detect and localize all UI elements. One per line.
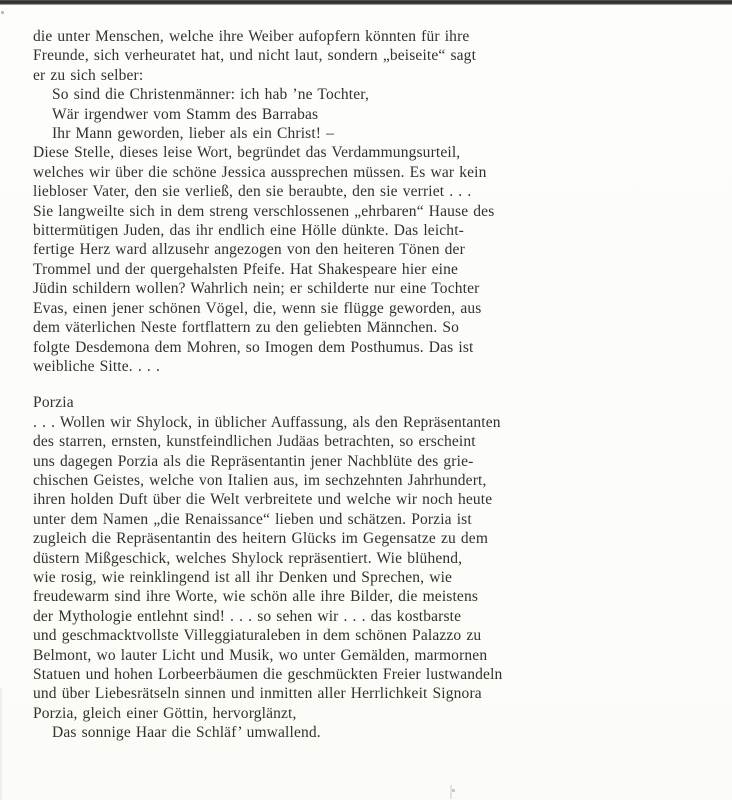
body-text-line: Belmont, wo lauter Licht und Musik, wo unter Gemälden, marmornen: [33, 646, 488, 664]
body-text-line: fertige Herz ward allzusehr angezogen von den heiteren Tönen der: [33, 241, 465, 259]
porzia-heading: Porzia: [33, 394, 74, 412]
body-text-line: er zu sich selber:: [33, 66, 144, 84]
section-gap: [33, 376, 553, 393]
body-text-line: Statuen und hohen Lorbeerbäumen die geschmückten Freier lustwandeln: [33, 666, 503, 683]
body-text-line: und geschmacktvollste Villeggiaturaleben in dem schönen Palazzo zu: [33, 627, 482, 645]
body-text-line: Freunde, sich verheuratet hat, und nicht laut, sondern „beiseite“ sagt: [33, 47, 477, 65]
body-text-line: chischen Geistes, welche von Italien aus, im sechzehnten Jahrhundert,: [33, 471, 487, 489]
verse-line: Wär irgendwer vom Stamm des Barrabas: [52, 105, 319, 123]
body-text-line: uns dagegen Porzia als die Repräsentantin jener Nachblüte des grie-: [33, 452, 474, 470]
scan-speck-artifact-bottom: [452, 789, 455, 792]
body-text-line: welches wir über die schöne Jessica aussprechen müssen. Es war kein: [33, 163, 487, 181]
body-text-line: wie rosig, wie reinklingend ist all ihr Denken und Sprechen, wie: [33, 568, 453, 586]
body-text-line: bittermütigen Juden, das ihr endlich eine Hölle dünkte. Das leicht-: [33, 222, 464, 240]
body-text-line: Diese Stelle, dieses leise Wort, begründet das Verdammungsurteil,: [33, 144, 461, 162]
body-text-line: des starren, ernsten, kunstfeindlichen Judäas betrachten, so erscheint: [33, 433, 476, 451]
body-text-line: freudewarm sind ihre Worte, wie schön alle ihre Bilder, die meistens: [33, 588, 479, 606]
body-text-line: dem väterlichen Neste fortflattern zu den geliebten Männchen. So: [33, 319, 460, 337]
body-text-line: düstern Mißgeschick, welches Shylock repräsentiert. Wie blühend,: [33, 549, 463, 567]
body-text-line: Trommel und der quergehalsten Pfeife. Hat Shakespeare hier eine: [33, 260, 459, 278]
body-text-line: ihren holden Duft über die Welt verbreitete und welche wir noch heute: [33, 491, 493, 509]
body-text-line: Jüdin schildern wollen? Wahrlich nein; er schilderte nur eine Tochter: [33, 280, 480, 298]
page-text: [33, 27, 553, 743]
body-text-line: der Mythologie entlehnt sind! . . . so sehen wir . . . das kostbarste: [33, 607, 462, 625]
body-text-line: folgte Desdemona dem Mohren, so Imogen dem Posthumus. Das ist: [33, 338, 474, 356]
verse-line: Ihr Mann geworden, lieber als ein Christ! –: [52, 125, 335, 143]
body-text-line: unter dem Namen „die Renaissance“ lieben und schätzen. Porzia ist: [33, 510, 472, 528]
body-text-line: zugleich die Repräsentantin des heitern Glücks im Gegensatze zu dem: [33, 530, 489, 548]
scan-edge-artifact-top: [0, 0, 732, 5]
scan-speck-artifact: [1, 11, 4, 14]
verse-line: Das sonnige Haar die Schläf’ umwallend.: [52, 724, 321, 742]
body-text-line: die unter Menschen, welche ihre Weiber aufopfern könnten für ihre: [33, 28, 470, 45]
body-text-line: weibliche Sitte. . . .: [33, 357, 160, 375]
scan-edge-artifact-bottom-left: [0, 688, 2, 800]
body-text-line: . . . Wollen wir Shylock, in üblicher Auffassung, als den Repräsentanten: [33, 413, 501, 431]
body-text-line: Sie langweilte sich in dem streng verschlossenen „ehrbaren“ Hause des: [33, 202, 495, 220]
body-text-line: Porzia, gleich einer Göttin, hervorglänzt,: [33, 704, 297, 722]
scan-mark-artifact-bottom: [450, 785, 452, 799]
verse-line: So sind die Christenmänner: ich hab ’ne Tochter,: [52, 86, 369, 104]
body-text-line: liebloser Vater, den sie verließ, den sie beraubte, den sie verriet . . .: [33, 183, 472, 201]
body-text-line: Evas, einen jener schönen Vögel, die, wenn sie flügge geworden, aus: [33, 299, 482, 317]
body-text-line: und über Liebesrätseln sinnen und inmitten aller Herrlichkeit Signora: [33, 685, 482, 703]
